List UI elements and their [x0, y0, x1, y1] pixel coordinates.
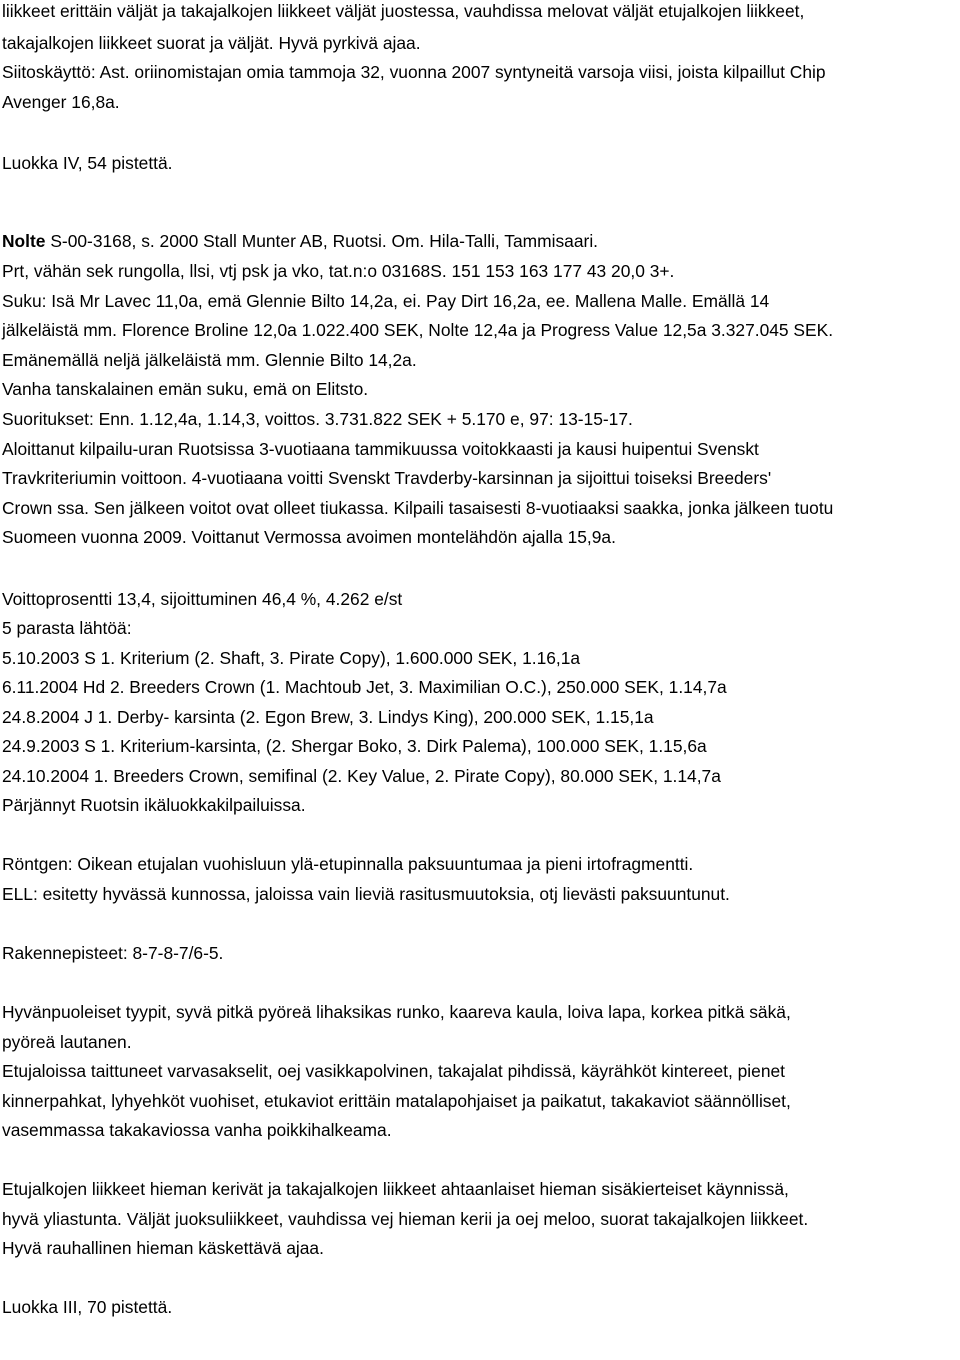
text-line: Suku: Isä Mr Lavec 11,0a, emä Glennie Bilto 14,2a, ei. Pay Dirt 16,2a, ee. Mallena Malle. Emällä 14	[2, 291, 770, 311]
text-line: Crown ssa. Sen jälkeen voitot ovat olleet tiukassa. Kilpaili tasaisesti 8-vuotiaaksi saakka, jonka jälkeen tuotu	[2, 498, 834, 518]
text-line: 5 parasta lähtöä:	[2, 618, 132, 638]
text-line: vasemmassa takakaviossa vanha poikkihalkeama.	[2, 1120, 392, 1140]
text-line: Voittoprosentti 13,4, sijoittuminen 46,4 %, 4.262 e/st	[2, 589, 403, 609]
race-result: 24.10.2004 1. Breeders Crown, semifinal (2. Key Value, 2. Pirate Copy), 80.000 SEK, 1.14,7a	[2, 766, 721, 786]
race-result: 5.10.2003 S 1. Kriterium (2. Shaft, 3. Pirate Copy), 1.600.000 SEK, 1.16,1a	[2, 648, 581, 668]
text-line: Suomeen vuonna 2009. Voittanut Vermossa avoimen montelähdön ajalla 15,9a.	[2, 527, 616, 547]
text-line: Hyvänpuoleiset tyypit, syvä pitkä pyöreä lihaksikas runko, kaareva kaula, loiva lapa, korkea pitkä säkä,	[2, 1002, 791, 1022]
race-result: 6.11.2004 Hd 2. Breeders Crown (1. Machtoub Jet, 3. Maximilian O.C.), 250.000 SEK, 1.14,7a	[2, 677, 727, 697]
text-line: Etujaloissa taittuneet varvasakselit, oej vasikkapolvinen, takajalat pihdissä, käyrähköt kintereet, pienet	[2, 1061, 786, 1081]
text-line: Emänemällä neljä jälkeläistä mm. Glennie Bilto 14,2a.	[2, 350, 417, 370]
class-rating: Luokka III, 70 pistettä.	[2, 1297, 173, 1317]
text-line: Hyvä rauhallinen hieman käskettävä ajaa.	[2, 1238, 324, 1258]
text-line: Siitoskäyttö: Ast. oriinomistajan omia tammoja 32, vuonna 2007 syntyneitä varsoja viisi, joista kilpaillut Chip	[2, 62, 826, 82]
text-line: Etujalkojen liikkeet hieman kerivät ja takajalkojen liikkeet ahtaanlaiset hieman sisäkierteiset käynnissä,	[2, 1179, 789, 1199]
text-line: Prt, vähän sek rungolla, llsi, vtj psk ja vko, tat.n:o 03168S. 151 153 163 177 43 20,0 3+.	[2, 261, 675, 281]
text-line: ELL: esitetty hyvässä kunnossa, jaloissa vain lieviä rasitusmuutoksia, otj lievästi paksuuntunut.	[2, 884, 730, 904]
text-line: Suoritukset: Enn. 1.12,4a, 1.14,3, voittos. 3.731.822 SEK + 5.170 e, 97: 13-15-17.	[2, 409, 633, 429]
race-result: 24.8.2004 J 1. Derby- karsinta (2. Egon Brew, 3. Lindys King), 200.000 SEK, 1.15,1a	[2, 707, 654, 727]
text-line: Pärjännyt Ruotsin ikäluokkakilpailuissa.	[2, 795, 306, 815]
text-line: Vanha tanskalainen emän suku, emä on Elitsto.	[2, 379, 369, 399]
class-rating: Luokka IV, 54 pistettä.	[2, 153, 173, 173]
text-line: Avenger 16,8a.	[2, 92, 120, 112]
text-line: Aloittanut kilpailu-uran Ruotsissa 3-vuotiaana tammikuussa voitokkaasti ja kausi huipentui Svenskt	[2, 439, 759, 459]
horse-header-line	[2, 230, 598, 252]
text-line: takajalkojen liikkeet suorat ja väljät. Hyvä pyrkivä ajaa.	[2, 33, 421, 53]
horse-name: Nolte	[2, 231, 46, 251]
text-line: pyöreä lautanen.	[2, 1032, 132, 1052]
horse-registration-details: S-00-3168, s. 2000 Stall Munter AB, Ruotsi. Om. Hila-Talli, Tammisaari.	[45, 231, 599, 251]
race-result: 24.9.2003 S 1. Kriterium-karsinta, (2. Shergar Boko, 3. Dirk Palema), 100.000 SEK, 1.15,6a	[2, 736, 707, 756]
text-line: Rakennepisteet: 8-7-8-7/6-5.	[2, 943, 224, 963]
text-line: jälkeläistä mm. Florence Broline 12,0a 1.022.400 SEK, Nolte 12,4a ja Progress Value 12,5a 3.327.045 SEK.	[2, 320, 834, 340]
text-line: Röntgen: Oikean etujalan vuohisluun ylä-etupinnalla paksuuntumaa ja pieni irtofragmentti.	[2, 854, 694, 874]
text-line: kinnerpahkat, lyhyehköt vuohiset, etukaviot erittäin matalapohjaiset ja paikatut, takakaviot säännölliset,	[2, 1091, 791, 1111]
text-line: liikkeet erittäin väljät ja takajalkojen liikkeet väljät juostessa, vauhdissa melovat väljät etujalkojen liikkeet,	[2, 1, 805, 21]
text-line: Travkriteriumin voittoon. 4-vuotiaana voitti Svenskt Travderby-karsinnan ja sijoittui toiseksi Breeders'	[2, 468, 772, 488]
text-line: hyvä yliastunta. Väljät juoksuliikkeet, vauhdissa vej hieman kerii ja oej meloo, suorat takajalkojen liikkeet.	[2, 1209, 809, 1229]
